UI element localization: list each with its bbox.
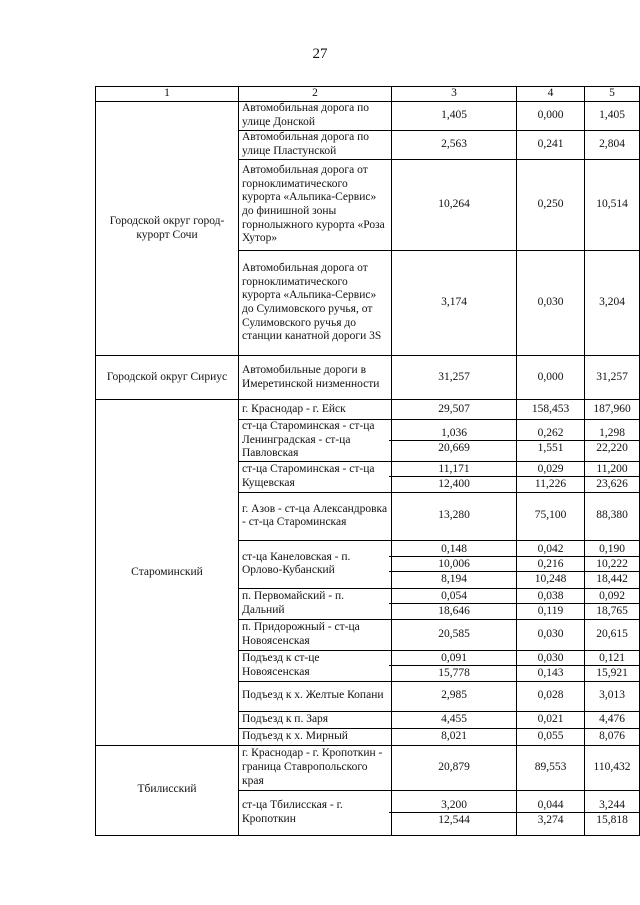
value-subcell: 1,551 bbox=[537, 441, 564, 454]
table-row bbox=[96, 102, 640, 131]
value-subcell: 0,119 bbox=[537, 605, 564, 618]
header-row bbox=[96, 87, 640, 102]
value-subcell: 18,646 bbox=[438, 605, 470, 618]
value-subcell: 0,092 bbox=[582, 589, 640, 604]
road-table bbox=[95, 86, 640, 836]
value-cell-c4: 0,055 bbox=[517, 728, 585, 745]
road-name-cell: Подъезд к п. Заря bbox=[239, 711, 392, 728]
value-cell-c4: 0,030 bbox=[517, 619, 585, 650]
table-row bbox=[96, 400, 640, 420]
value-subcell: 0,029 bbox=[514, 462, 587, 477]
value-cell-c3: 20,585 bbox=[392, 619, 517, 650]
value-subcell: 0,042 bbox=[514, 542, 587, 557]
value-cell-c3 bbox=[392, 650, 517, 681]
page-number: 27 bbox=[312, 46, 328, 62]
value-subcell: 0,262 bbox=[514, 426, 587, 441]
value-subcell: 3,200 bbox=[389, 798, 519, 813]
road-name-cell: Автомобильная дорога от горноклиматического курорта «Альпика-Сервис» до Сулимовского ручья, от Сулимовского ручья до станции канатной дороги 3S bbox=[239, 251, 392, 356]
region-cell: Тбилисский bbox=[96, 745, 239, 835]
value-cell-c3 bbox=[392, 588, 517, 619]
value-cell-c5: 187,960 bbox=[585, 400, 640, 420]
value-subcell: 1,036 bbox=[389, 426, 519, 441]
road-name-cell: ст-ца Староминская - ст-ца Ленинградская - ст-ца Павловская bbox=[239, 420, 392, 462]
col-header-3: 3 bbox=[392, 87, 517, 102]
value-cell-c3 bbox=[392, 540, 517, 588]
value-subcell: 0,044 bbox=[514, 798, 587, 813]
value-cell-c3: 29,507 bbox=[392, 400, 517, 420]
value-cell-c5: 110,432 bbox=[585, 745, 640, 790]
road-name-cell: ст-ца Тбилисская - г. Кропоткин bbox=[239, 790, 392, 835]
value-cell-c3 bbox=[392, 790, 517, 835]
value-cell-c5 bbox=[585, 461, 640, 492]
value-cell-c4: 158,453 bbox=[517, 400, 585, 420]
value-cell-c5 bbox=[585, 790, 640, 835]
value-subcell: 22,220 bbox=[596, 441, 628, 454]
value-subcell: 12,544 bbox=[438, 814, 470, 827]
value-cell-c4: 0,250 bbox=[517, 160, 585, 251]
value-cell-c4 bbox=[517, 650, 585, 681]
road-name-cell: Автомобильная дорога от горноклиматического курорта «Альпика-Сервис» до финишной зоны горнолыжного курорта «Роза Хутор» bbox=[239, 160, 392, 251]
region-cell: Городской округ Сириус bbox=[96, 356, 239, 400]
value-cell-c5: 10,514 bbox=[585, 160, 640, 251]
value-cell-c3: 3,174 bbox=[392, 251, 517, 356]
col-header-4: 4 bbox=[517, 87, 585, 102]
value-subcell: 0,091 bbox=[389, 651, 519, 666]
value-cell-c5 bbox=[585, 588, 640, 619]
value-cell-c4 bbox=[517, 790, 585, 835]
col-header-1: 1 bbox=[96, 87, 239, 102]
value-cell-c5: 2,804 bbox=[585, 131, 640, 160]
value-cell-c5: 20,615 bbox=[585, 619, 640, 650]
col-header-5: 5 bbox=[585, 87, 640, 102]
region-cell: Городской округ город-курорт Сочи bbox=[96, 102, 239, 356]
value-cell-c4: 0,028 bbox=[517, 681, 585, 711]
value-cell-c4 bbox=[517, 540, 585, 588]
value-cell-c5: 1,405 bbox=[585, 102, 640, 131]
road-name-cell: г. Азов - ст-ца Александровка - ст-ца Староминская bbox=[239, 492, 392, 540]
value-cell-c3 bbox=[392, 461, 517, 492]
road-name-cell: г. Краснодар - г. Ейск bbox=[239, 400, 392, 420]
value-cell-c3 bbox=[392, 420, 517, 462]
value-subcell: 15,818 bbox=[596, 814, 628, 827]
value-subcell: 18,765 bbox=[596, 605, 628, 618]
value-cell-c5 bbox=[585, 420, 640, 462]
value-subcell: 20,669 bbox=[438, 441, 470, 454]
value-cell-c5 bbox=[585, 540, 640, 588]
value-subcell: 8,194 bbox=[441, 573, 467, 586]
road-name-cell: п. Первомайский - п. Дальний bbox=[239, 588, 392, 619]
value-subcell: 0,121 bbox=[582, 651, 640, 666]
value-subcell: 15,921 bbox=[596, 667, 628, 680]
value-subcell: 15,778 bbox=[438, 667, 470, 680]
value-subcell: 0,148 bbox=[389, 542, 519, 557]
road-name-cell: Подъезд к ст-це Новоясенская bbox=[239, 650, 392, 681]
col-header-2: 2 bbox=[239, 87, 392, 102]
value-subcell: 3,244 bbox=[582, 798, 640, 813]
road-name-cell: Автомобильные дороги в Имеретинской низменности bbox=[239, 356, 392, 400]
value-cell-c3: 8,021 bbox=[392, 728, 517, 745]
road-name-cell: Подъезд к х. Желтые Копани bbox=[239, 681, 392, 711]
table-row bbox=[96, 745, 640, 790]
value-subcell: 11,200 bbox=[582, 462, 640, 477]
value-subcell: 11,226 bbox=[534, 478, 567, 491]
value-subcell: 10,006 bbox=[389, 557, 519, 572]
value-cell-c3: 2,563 bbox=[392, 131, 517, 160]
road-name-cell: г. Краснодар - г. Кропоткин - граница Ставропольского края bbox=[239, 745, 392, 790]
value-subcell: 12,400 bbox=[438, 478, 470, 491]
value-cell-c4: 0,000 bbox=[517, 102, 585, 131]
value-cell-c4: 0,241 bbox=[517, 131, 585, 160]
value-subcell: 23,626 bbox=[596, 478, 628, 491]
value-cell-c5: 3,204 bbox=[585, 251, 640, 356]
value-subcell: 10,248 bbox=[534, 573, 567, 586]
road-name-cell: Автомобильная дорога по улице Пластунской bbox=[239, 131, 392, 160]
value-cell-c4: 0,000 bbox=[517, 356, 585, 400]
value-subcell: 10,222 bbox=[582, 557, 640, 572]
region-cell: Староминский bbox=[96, 400, 239, 746]
value-subcell: 1,298 bbox=[582, 426, 640, 441]
value-cell-c4 bbox=[517, 461, 585, 492]
value-cell-c5 bbox=[585, 650, 640, 681]
table-row bbox=[96, 356, 640, 400]
value-cell-c5: 31,257 bbox=[585, 356, 640, 400]
value-cell-c4 bbox=[517, 588, 585, 619]
value-subcell: 0,038 bbox=[514, 589, 587, 604]
value-cell-c4 bbox=[517, 420, 585, 462]
value-cell-c3: 31,257 bbox=[392, 356, 517, 400]
road-name-cell: ст-ца Канеловская - п. Орлово-Кубанский bbox=[239, 540, 392, 588]
value-cell-c5: 8,076 bbox=[585, 728, 640, 745]
value-cell-c3: 10,264 bbox=[392, 160, 517, 251]
value-cell-c4: 75,100 bbox=[517, 492, 585, 540]
road-name-cell: Автомобильная дорога по улице Донской bbox=[239, 102, 392, 131]
value-cell-c4: 0,021 bbox=[517, 711, 585, 728]
road-name-cell: ст-ца Староминская - ст-ца Кущевская bbox=[239, 461, 392, 492]
value-cell-c3: 1,405 bbox=[392, 102, 517, 131]
value-cell-c3: 13,280 bbox=[392, 492, 517, 540]
value-cell-c5: 88,380 bbox=[585, 492, 640, 540]
value-cell-c5: 3,013 bbox=[585, 681, 640, 711]
value-subcell: 0,216 bbox=[514, 557, 587, 572]
value-cell-c3: 4,455 bbox=[392, 711, 517, 728]
value-subcell: 3,274 bbox=[537, 814, 564, 827]
value-subcell: 0,143 bbox=[537, 667, 564, 680]
road-name-cell: п. Придорожный - ст-ца Новоясенская bbox=[239, 619, 392, 650]
value-subcell: 0,030 bbox=[514, 651, 587, 666]
value-cell-c3: 20,879 bbox=[392, 745, 517, 790]
value-subcell: 0,190 bbox=[582, 542, 640, 557]
value-cell-c4: 0,030 bbox=[517, 251, 585, 356]
value-cell-c5: 4,476 bbox=[585, 711, 640, 728]
value-subcell: 18,442 bbox=[596, 573, 628, 586]
value-cell-c4: 89,553 bbox=[517, 745, 585, 790]
road-name-cell: Подъезд к х. Мирный bbox=[239, 728, 392, 745]
value-subcell: 11,171 bbox=[389, 462, 519, 477]
value-subcell: 0,054 bbox=[389, 589, 519, 604]
value-cell-c3: 2,985 bbox=[392, 681, 517, 711]
